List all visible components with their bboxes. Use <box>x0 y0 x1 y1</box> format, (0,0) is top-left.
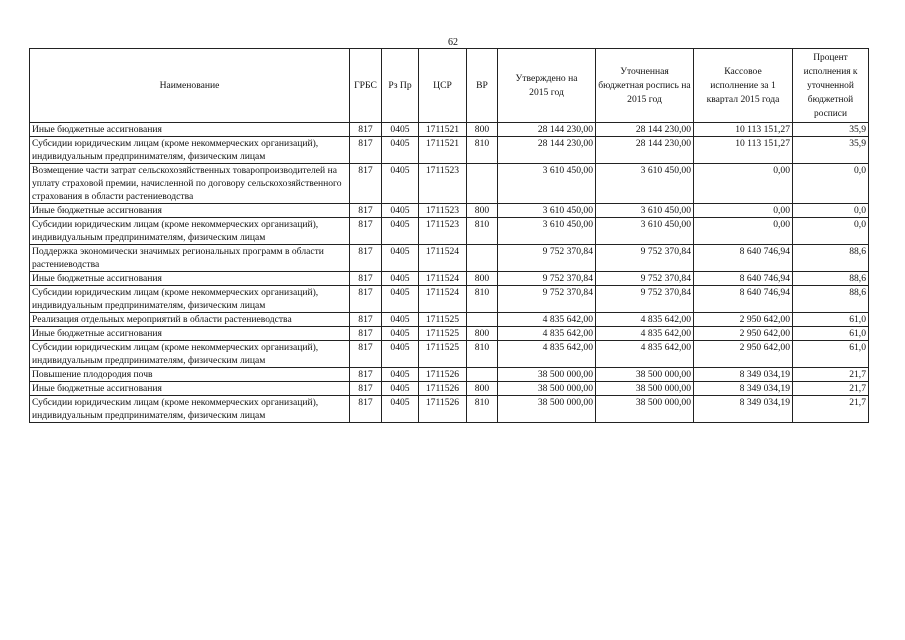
cell-cash: 8 640 746,94 <box>694 286 793 313</box>
header-rzpr: Рз Пр <box>382 49 419 123</box>
cell-csr: 1711523 <box>419 204 467 218</box>
table-row <box>30 286 869 313</box>
cell-csr: 1711523 <box>419 218 467 245</box>
cell-refined: 4 835 642,00 <box>596 341 694 368</box>
table-row <box>30 272 869 286</box>
header-approved: Утверждено на 2015 год <box>498 49 596 123</box>
cell-name: Иные бюджетные ассигнования <box>30 272 350 286</box>
cell-cash: 2 950 642,00 <box>694 341 793 368</box>
cell-rzpr: 0405 <box>382 368 419 382</box>
cell-approved: 9 752 370,84 <box>498 272 596 286</box>
cell-rzpr: 0405 <box>382 245 419 272</box>
cell-refined: 9 752 370,84 <box>596 286 694 313</box>
cell-csr: 1711525 <box>419 313 467 327</box>
cell-percent: 0,0 <box>793 204 869 218</box>
cell-vr: 800 <box>467 382 498 396</box>
cell-grbs: 817 <box>350 245 382 272</box>
cell-cash: 0,00 <box>694 164 793 204</box>
cell-refined: 38 500 000,00 <box>596 382 694 396</box>
cell-approved: 28 144 230,00 <box>498 137 596 164</box>
cell-name: Субсидии юридическим лицам (кроме некоммерческих организаций), индивидуальным предпринимателям, физическим лицам <box>30 286 350 313</box>
header-cash: Кассовое исполнение за 1 квартал 2015 года <box>694 49 793 123</box>
cell-approved: 38 500 000,00 <box>498 368 596 382</box>
cell-name: Возмещение части затрат сельскохозяйственных товаропроизводителей на уплату страховой премии, начисленной по договору сельскохозяйственного страхования в области растениеводства <box>30 164 350 204</box>
cell-grbs: 817 <box>350 396 382 423</box>
cell-rzpr: 0405 <box>382 382 419 396</box>
cell-grbs: 817 <box>350 204 382 218</box>
header-grbs: ГРБС <box>350 49 382 123</box>
cell-rzpr: 0405 <box>382 396 419 423</box>
cell-name: Поддержка экономически значимых региональных программ в области растениеводства <box>30 245 350 272</box>
cell-rzpr: 0405 <box>382 204 419 218</box>
cell-refined: 9 752 370,84 <box>596 245 694 272</box>
cell-grbs: 817 <box>350 382 382 396</box>
cell-rzpr: 0405 <box>382 218 419 245</box>
cell-rzpr: 0405 <box>382 327 419 341</box>
cell-percent: 0,0 <box>793 164 869 204</box>
cell-cash: 8 349 034,19 <box>694 396 793 423</box>
cell-grbs: 817 <box>350 123 382 137</box>
cell-grbs: 817 <box>350 368 382 382</box>
cell-approved: 38 500 000,00 <box>498 382 596 396</box>
cell-vr: 810 <box>467 137 498 164</box>
cell-cash: 2 950 642,00 <box>694 313 793 327</box>
cell-grbs: 817 <box>350 341 382 368</box>
table-row <box>30 218 869 245</box>
cell-vr: 800 <box>467 204 498 218</box>
cell-grbs: 817 <box>350 327 382 341</box>
header-refined: Уточненная бюджетная роспись на 2015 год <box>596 49 694 123</box>
cell-rzpr: 0405 <box>382 137 419 164</box>
page-number: 62 <box>448 37 458 48</box>
cell-rzpr: 0405 <box>382 164 419 204</box>
cell-vr <box>467 245 498 272</box>
cell-percent: 61,0 <box>793 313 869 327</box>
table-row <box>30 245 869 272</box>
cell-csr: 1711524 <box>419 286 467 313</box>
cell-cash: 10 113 151,27 <box>694 137 793 164</box>
cell-name: Иные бюджетные ассигнования <box>30 204 350 218</box>
cell-grbs: 817 <box>350 164 382 204</box>
cell-csr: 1711526 <box>419 368 467 382</box>
cell-refined: 9 752 370,84 <box>596 272 694 286</box>
cell-name: Иные бюджетные ассигнования <box>30 382 350 396</box>
cell-csr: 1711523 <box>419 164 467 204</box>
cell-percent: 0,0 <box>793 218 869 245</box>
cell-approved: 3 610 450,00 <box>498 164 596 204</box>
cell-percent: 21,7 <box>793 368 869 382</box>
cell-name: Субсидии юридическим лицам (кроме некоммерческих организаций), индивидуальным предпринимателям, физическим лицам <box>30 137 350 164</box>
cell-refined: 3 610 450,00 <box>596 218 694 245</box>
cell-cash: 0,00 <box>694 218 793 245</box>
cell-refined: 38 500 000,00 <box>596 368 694 382</box>
cell-vr <box>467 313 498 327</box>
cell-name: Субсидии юридическим лицам (кроме некоммерческих организаций), индивидуальным предпринимателям, физическим лицам <box>30 396 350 423</box>
cell-cash: 8 640 746,94 <box>694 245 793 272</box>
cell-percent: 88,6 <box>793 272 869 286</box>
cell-cash: 8 349 034,19 <box>694 382 793 396</box>
cell-percent: 21,7 <box>793 382 869 396</box>
cell-name: Субсидии юридическим лицам (кроме некоммерческих организаций), индивидуальным предпринимателям, физическим лицам <box>30 218 350 245</box>
cell-name: Иные бюджетные ассигнования <box>30 123 350 137</box>
cell-vr: 810 <box>467 341 498 368</box>
cell-approved: 3 610 450,00 <box>498 218 596 245</box>
cell-vr: 800 <box>467 272 498 286</box>
cell-rzpr: 0405 <box>382 313 419 327</box>
header-name: Наименование <box>30 49 350 123</box>
cell-refined: 28 144 230,00 <box>596 123 694 137</box>
cell-approved: 4 835 642,00 <box>498 313 596 327</box>
cell-refined: 28 144 230,00 <box>596 137 694 164</box>
cell-grbs: 817 <box>350 286 382 313</box>
cell-approved: 4 835 642,00 <box>498 341 596 368</box>
table-row <box>30 382 869 396</box>
cell-csr: 1711524 <box>419 272 467 286</box>
cell-vr: 800 <box>467 123 498 137</box>
header-vr: ВР <box>467 49 498 123</box>
cell-vr <box>467 368 498 382</box>
table-body <box>30 123 869 423</box>
cell-approved: 28 144 230,00 <box>498 123 596 137</box>
cell-refined: 3 610 450,00 <box>596 164 694 204</box>
cell-vr: 800 <box>467 327 498 341</box>
table-row <box>30 327 869 341</box>
cell-approved: 9 752 370,84 <box>498 286 596 313</box>
cell-percent: 61,0 <box>793 327 869 341</box>
cell-csr: 1711526 <box>419 396 467 423</box>
cell-percent: 61,0 <box>793 341 869 368</box>
cell-approved: 3 610 450,00 <box>498 204 596 218</box>
cell-vr: 810 <box>467 286 498 313</box>
cell-percent: 21,7 <box>793 396 869 423</box>
cell-name: Повышение плодородия почв <box>30 368 350 382</box>
table-row <box>30 313 869 327</box>
table-row <box>30 396 869 423</box>
cell-refined: 4 835 642,00 <box>596 327 694 341</box>
cell-percent: 88,6 <box>793 245 869 272</box>
header-percent: Процент исполнения к уточненной бюджетной росписи <box>793 49 869 123</box>
cell-grbs: 817 <box>350 218 382 245</box>
cell-cash: 10 113 151,27 <box>694 123 793 137</box>
header-csr: ЦСР <box>419 49 467 123</box>
header-row <box>30 49 869 123</box>
cell-name: Субсидии юридическим лицам (кроме некоммерческих организаций), индивидуальным предпринимателям, физическим лицам <box>30 341 350 368</box>
table-row <box>30 341 869 368</box>
cell-approved: 9 752 370,84 <box>498 245 596 272</box>
cell-vr <box>467 164 498 204</box>
cell-refined: 38 500 000,00 <box>596 396 694 423</box>
cell-csr: 1711526 <box>419 382 467 396</box>
cell-percent: 88,6 <box>793 286 869 313</box>
cell-csr: 1711524 <box>419 245 467 272</box>
cell-csr: 1711525 <box>419 341 467 368</box>
cell-cash: 2 950 642,00 <box>694 327 793 341</box>
cell-csr: 1711521 <box>419 123 467 137</box>
cell-vr: 810 <box>467 218 498 245</box>
cell-cash: 0,00 <box>694 204 793 218</box>
table-row <box>30 164 869 204</box>
budget-table <box>29 48 869 423</box>
cell-approved: 38 500 000,00 <box>498 396 596 423</box>
cell-rzpr: 0405 <box>382 286 419 313</box>
cell-refined: 4 835 642,00 <box>596 313 694 327</box>
cell-rzpr: 0405 <box>382 341 419 368</box>
cell-grbs: 817 <box>350 137 382 164</box>
table-row <box>30 368 869 382</box>
cell-grbs: 817 <box>350 272 382 286</box>
cell-grbs: 817 <box>350 313 382 327</box>
cell-cash: 8 640 746,94 <box>694 272 793 286</box>
table-row <box>30 137 869 164</box>
cell-percent: 35,9 <box>793 137 869 164</box>
cell-cash: 8 349 034,19 <box>694 368 793 382</box>
cell-refined: 3 610 450,00 <box>596 204 694 218</box>
cell-rzpr: 0405 <box>382 123 419 137</box>
cell-vr: 810 <box>467 396 498 423</box>
table-row <box>30 204 869 218</box>
table-row <box>30 123 869 137</box>
cell-percent: 35,9 <box>793 123 869 137</box>
cell-csr: 1711525 <box>419 327 467 341</box>
cell-approved: 4 835 642,00 <box>498 327 596 341</box>
cell-name: Реализация отдельных мероприятий в области растениеводства <box>30 313 350 327</box>
cell-name: Иные бюджетные ассигнования <box>30 327 350 341</box>
cell-rzpr: 0405 <box>382 272 419 286</box>
cell-csr: 1711521 <box>419 137 467 164</box>
